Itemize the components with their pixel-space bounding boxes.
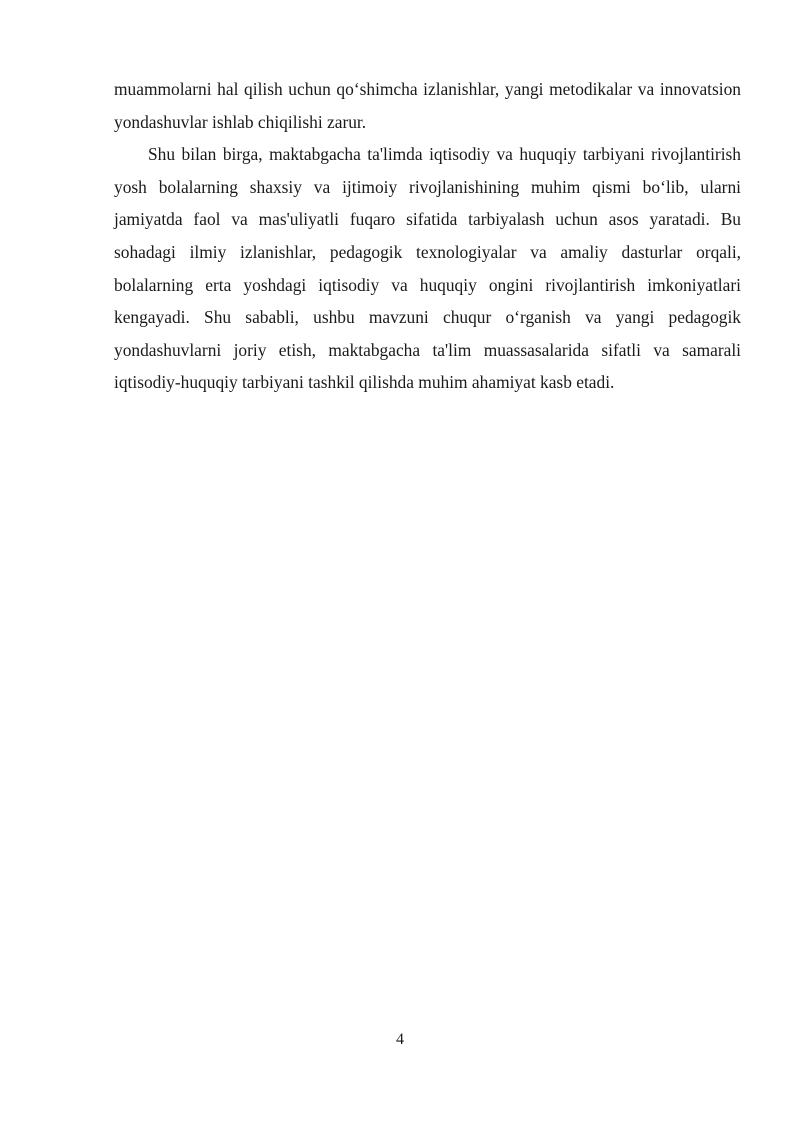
page-number: 4 <box>396 1031 404 1048</box>
body-text <box>114 73 741 399</box>
paragraph-continuation: muammolarni hal qilish uchun qo‘shimcha izlanishlar, yangi metodikalar va innovatsion yondashuvlar ishlab chiqilishi zarur. <box>114 79 741 132</box>
paragraph-main: Shu bilan birga, maktabgacha ta'limda iqtisodiy va huquqiy tarbiyani rivojlantirish yosh bolalarning shaxsiy va ijtimoiy rivojlanishining muhim qismi bo‘lib, ularni jamiyatda faol va mas'uliyatli fuqaro sifatida tarbiyalash uchun asos yaratadi. Bu sohadagi ilmiy izlanishlar, pedagogik texnologiyalar va amaliy dasturlar orqali, bolalarning erta yoshdagi iqtisodiy va huquqiy ongini rivojlantirish imkoniyatlari kengayadi. Shu sababli, ushbu mavzuni chuqur o‘rganish va yangi pedagogik yondashuvlarni joriy etish, maktabgacha ta'lim muassasalarida sifatli va samarali iqtisodiy-huquqiy tarbiyani tashkil qilishda muhim ahamiyat kasb etadi. <box>114 144 741 393</box>
